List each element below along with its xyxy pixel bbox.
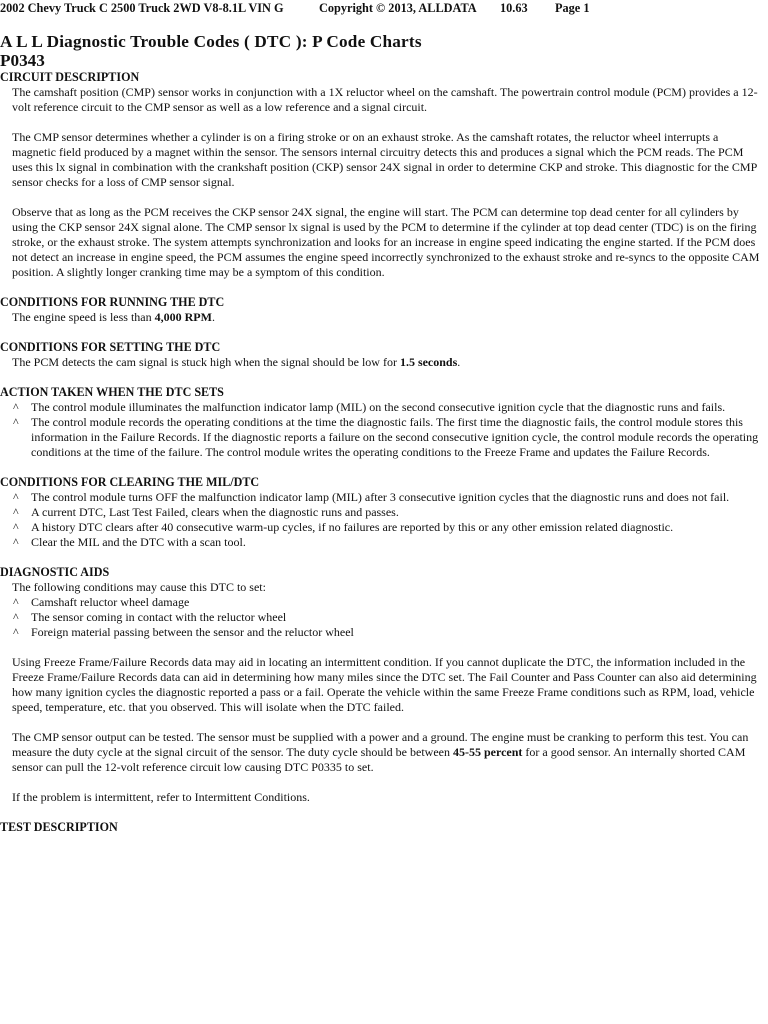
caret-bullet-icon: ^ <box>13 415 19 429</box>
clearing-list <box>0 490 766 550</box>
setting-value: 1.5 seconds <box>399 355 458 369</box>
list-item-text: Camshaft reluctor wheel damage <box>31 595 190 609</box>
running-text: The engine speed is less than <box>12 310 155 324</box>
header-page-number: Page 1 <box>555 1 590 15</box>
list-item <box>0 505 766 520</box>
dtc-code: P0343 <box>0 51 45 70</box>
duty-cycle-text-end: for a good sensor. An internally shorted CAM sensor can pull the 12-volt reference circuit low causing DTC P0335 to set. <box>12 745 746 774</box>
diagnostic-aids-para-2 <box>12 730 766 775</box>
caret-bullet-icon: ^ <box>13 520 19 534</box>
setting-text-end: . <box>457 355 461 369</box>
circuit-description-para-1: The camshaft position (CMP) sensor works in conjunction with a 1X reluctor wheel on the camshaft. The powertrain control module (PCM) provides a 12-volt reference circuit to the CMP sensor as well as a low reference and a signal circuit. <box>12 85 758 114</box>
running-condition <box>12 310 766 325</box>
list-item <box>0 595 766 610</box>
diagnostic-aids-para-3: If the problem is intermittent, refer to Intermittent Conditions. <box>12 790 310 804</box>
diagnostic-aids-list <box>0 595 766 640</box>
running-value: 4,000 RPM <box>154 310 212 324</box>
circuit-description-para-2: The CMP sensor determines whether a cylinder is on a firing stroke or on an exhaust stroke. As the camshaft rotates, the reluctor wheel interrupts a magnetic field produced by a magnet within the sensor. The sensors internal circuitry detects this and produces a signal which the PCM reads. The PCM uses this lx signal in combination with the crankshaft position (CKP) sensor 24X signal in order to determine CKP and stroke. This diagnostic for the CMP sensor checks for a loss of CMP sensor signal. <box>12 130 757 189</box>
duty-cycle-text: The CMP sensor output can be tested. The sensor must be supplied with a power and a ground. The engine must be cranking to perform this test. You can measure the duty cycle at the signal circuit of the sensor. The duty cycle should be between <box>12 730 749 759</box>
section-heading-action: ACTION TAKEN WHEN THE DTC SETS <box>0 385 224 399</box>
list-item-text: The control module records the operating conditions at the time the diagnostic fails. The first time the diagnostic fails, the control module stores this information in the Failure Records. If the diagnostic reports a failure on the second consecutive ignition cycle, the control module records the operating conditions at the time of the failure. The control module writes the operating conditions to the Freeze Frame and updates the Failure Records. <box>31 415 759 459</box>
list-item <box>0 610 766 625</box>
list-item-text: A history DTC clears after 40 consecutive warm-up cycles, if no failures are reported by this or any other emission related diagnostic. <box>31 520 674 534</box>
list-item <box>0 520 766 535</box>
caret-bullet-icon: ^ <box>13 595 19 609</box>
list-item <box>0 535 766 550</box>
list-item <box>0 400 766 415</box>
section-heading-clearing: CONDITIONS FOR CLEARING THE MIL/DTC <box>0 475 260 489</box>
duty-cycle-value: 45-55 percent <box>452 745 523 759</box>
document-body <box>0 70 766 835</box>
section-heading-running: CONDITIONS FOR RUNNING THE DTC <box>0 295 225 309</box>
list-item-text: The control module illuminates the malfunction indicator lamp (MIL) on the second consecutive ignition cycle that the diagnostic runs and fails. <box>31 400 726 414</box>
header-copyright: Copyright © 2013, ALLDATA <box>319 1 477 15</box>
page-header <box>0 0 768 18</box>
list-item <box>0 625 766 640</box>
running-text-end: . <box>211 310 215 324</box>
list-item <box>0 490 766 505</box>
list-item-text: Foreign material passing between the sensor and the reluctor wheel <box>31 625 354 639</box>
header-version: 10.63 <box>500 1 528 15</box>
list-item-text: The control module turns OFF the malfunction indicator lamp (MIL) after 3 consecutive ignition cycles that the diagnostic runs and does not fail. <box>31 490 730 504</box>
diagnostic-aids-para-1: Using Freeze Frame/Failure Records data may aid in locating an intermittent condition. If you cannot duplicate the DTC, the information included in the Freeze Frame/Failure Records data can aid in determining how many miles since the DTC set. The Fail Counter and Pass Counter can also aid determining how many ignition cycles the diagnostic reported a pass or a fail. Operate the vehicle within the same Freeze Frame conditions such as RPM, load, vehicle speed, temperature, etc. that you observed. This will isolate when the DTC failed. <box>12 655 757 714</box>
diagnostic-aids-intro: The following conditions may cause this DTC to set: <box>12 580 266 594</box>
list-item-text: The sensor coming in contact with the reluctor wheel <box>31 610 287 624</box>
list-item <box>0 415 766 460</box>
section-heading-setting: CONDITIONS FOR SETTING THE DTC <box>0 340 221 354</box>
document-title: A L L Diagnostic Trouble Codes ( DTC ): P Code Charts <box>0 32 422 51</box>
caret-bullet-icon: ^ <box>13 610 19 624</box>
list-item-text: A current DTC, Last Test Failed, clears when the diagnostic runs and passes. <box>31 505 399 519</box>
caret-bullet-icon: ^ <box>13 490 19 504</box>
caret-bullet-icon: ^ <box>13 625 19 639</box>
caret-bullet-icon: ^ <box>13 400 19 414</box>
caret-bullet-icon: ^ <box>13 535 19 549</box>
action-list <box>0 400 766 460</box>
section-heading-diagnostic-aids: DIAGNOSTIC AIDS <box>0 565 110 579</box>
caret-bullet-icon: ^ <box>13 505 19 519</box>
setting-condition <box>12 355 766 370</box>
setting-text: The PCM detects the cam signal is stuck high when the signal should be low for <box>12 355 400 369</box>
section-heading-test-description: TEST DESCRIPTION <box>0 820 118 834</box>
list-item-text: Clear the MIL and the DTC with a scan tool. <box>31 535 246 549</box>
circuit-description-para-3: Observe that as long as the PCM receives the CKP sensor 24X signal, the engine will start. The PCM can determine top dead center for all cylinders by using the CKP sensor 24X signal alone. The CMP sensor lx signal is used by the PCM to determine if the cylinder at top dead center (TDC) is on the firing stroke, or the exhaust stroke. The system attempts synchronization and looks for an increase in engine speed indicating the engine started. If the PCM does not detect an increase in engine speed, the PCM assumes the engine speed incorrectly synchronized to the exhaust stroke and re-syncs to the opposite CAM position. A slightly longer cranking time may be a symptom of this condition. <box>12 205 760 279</box>
header-vehicle: 2002 Chevy Truck C 2500 Truck 2WD V8-8.1L VIN G <box>0 1 284 15</box>
section-heading-circuit-description: CIRCUIT DESCRIPTION <box>0 70 140 84</box>
